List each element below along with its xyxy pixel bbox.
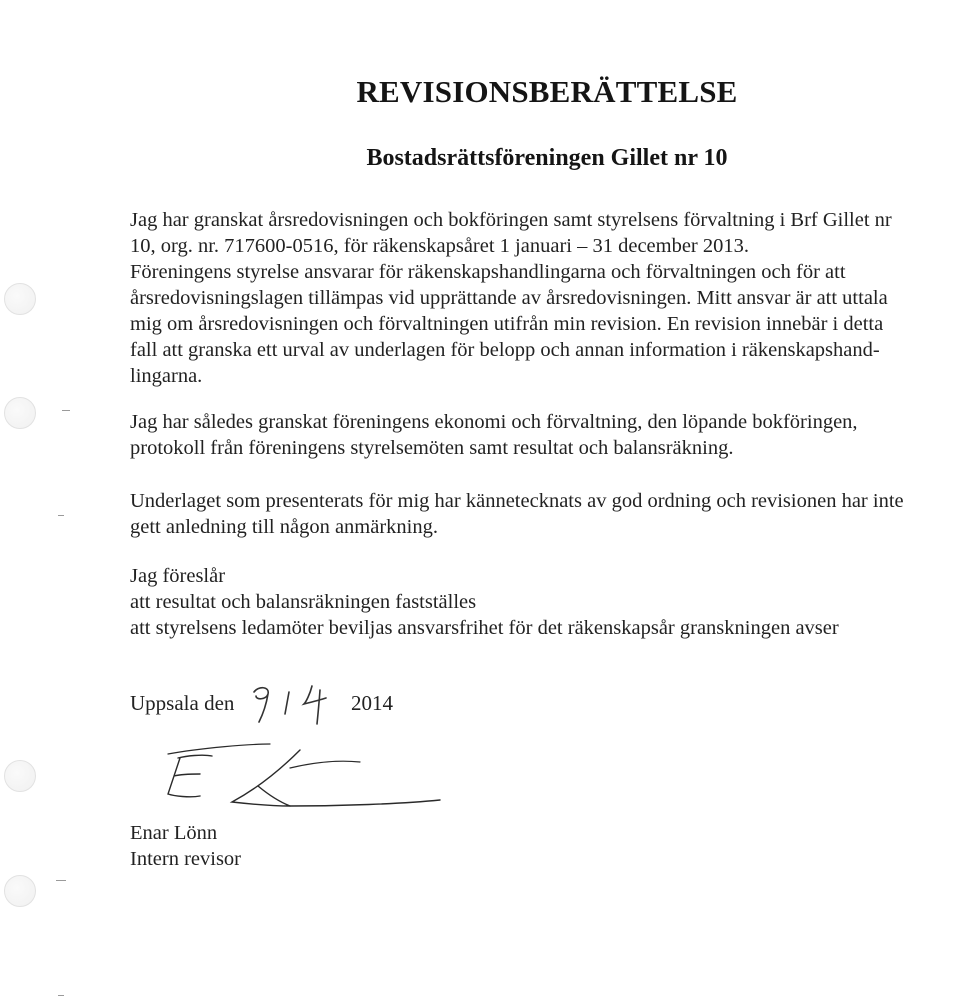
- text-line: Föreningens styrelse ansvarar för räkenskapshandlingarna och förvaltningen och för att: [130, 261, 846, 283]
- text-line: Underlaget som presenterats för mig har kännetecknats av god ordning och revisionen har inte: [130, 490, 904, 512]
- punch-hole-mark: [4, 397, 36, 429]
- text-line: gett anledning till någon anmärkning.: [130, 516, 439, 538]
- text-line: 10, org. nr. 717600-0516, för räkenskapsåret 1 januari – 31 december 2013.: [130, 235, 750, 257]
- scan-mark: [62, 410, 70, 411]
- signature: [140, 740, 460, 820]
- scan-mark: [56, 880, 66, 881]
- paragraph-audit-scope: [130, 207, 960, 389]
- signer-block: [130, 820, 241, 872]
- place-label: Uppsala den: [130, 691, 235, 715]
- signer-role: Intern revisor: [130, 848, 241, 870]
- text-line: att styrelsens ledamöter beviljas ansvarsfrihet för det räkenskapsår granskningen avser: [130, 617, 839, 639]
- punch-hole-mark: [4, 875, 36, 907]
- punch-hole-mark: [4, 283, 36, 315]
- association-name: Bostadsrättsföreningen Gillet nr 10: [366, 145, 728, 171]
- text-line: att resultat och balansräkningen fastställes: [130, 591, 477, 613]
- date-year: 2014: [351, 691, 393, 715]
- text-line: Jag föreslår: [130, 565, 226, 587]
- document-title: REVISIONSBERÄTTELSE: [356, 74, 738, 109]
- paragraph-proposal: [130, 563, 960, 641]
- handwritten-date: [248, 678, 348, 728]
- signer-name: Enar Lönn: [130, 822, 218, 844]
- paragraph-conclusion: [130, 488, 960, 540]
- scan-mark: [58, 995, 64, 996]
- text-line: Jag har granskat årsredovisningen och bokföringen samt styrelsens förvaltning i Brf Gillet nr: [130, 209, 892, 231]
- scan-mark: [58, 515, 64, 516]
- text-line: årsredovisningslagen tillämpas vid upprättande av årsredovisningen. Mitt ansvar är att uttala: [130, 287, 888, 309]
- text-line: mig om årsredovisningen och förvaltningen utifrån min revision. En revision innebär i detta: [130, 313, 884, 335]
- text-line: protokoll från föreningens styrelsemöten samt resultat och balansräkning.: [130, 437, 734, 459]
- text-line: Jag har således granskat föreningens ekonomi och förvaltning, den löpande bokföringen,: [130, 411, 858, 433]
- paragraph-examination: [130, 409, 960, 461]
- text-line: lingarna.: [130, 365, 203, 387]
- punch-hole-mark: [4, 760, 36, 792]
- text-line: fall att granska ett urval av underlagen för belopp och annan information i räkenskapshand-: [130, 339, 880, 361]
